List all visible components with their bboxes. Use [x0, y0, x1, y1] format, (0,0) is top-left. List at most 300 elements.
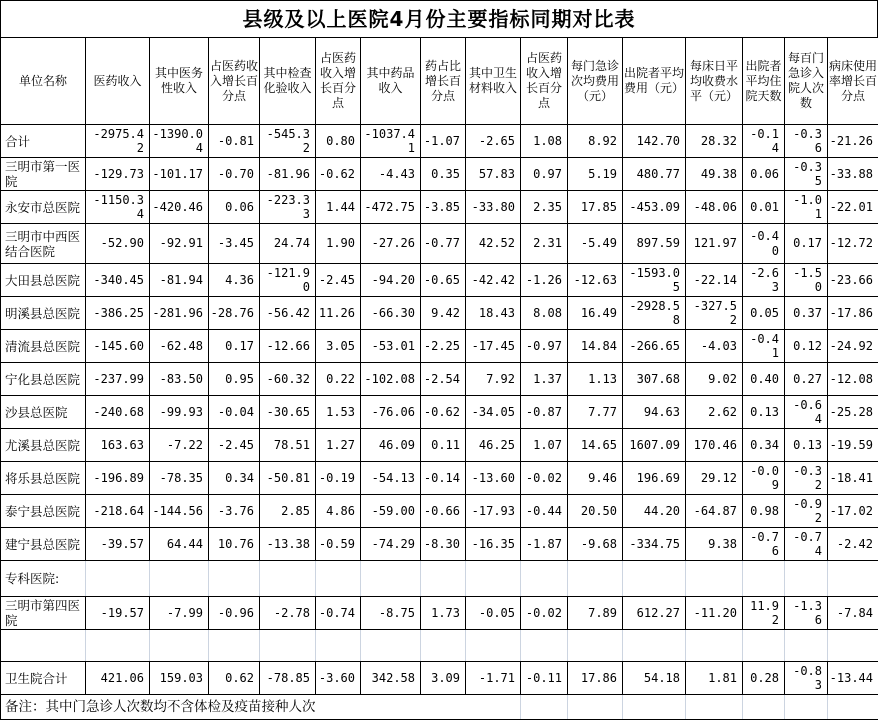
value-cell: 0.98: [743, 495, 785, 528]
value-cell: -386.25: [86, 297, 150, 330]
value-cell: -0.74: [785, 528, 828, 561]
value-cell: -0.36: [785, 125, 828, 158]
value-cell: 94.63: [623, 396, 686, 429]
value-cell: -327.52: [686, 297, 743, 330]
value-cell: 9.42: [421, 297, 466, 330]
value-cell: [521, 561, 568, 597]
value-cell: -0.35: [785, 158, 828, 191]
value-cell: 24.74: [260, 224, 316, 264]
value-cell: 49.38: [686, 158, 743, 191]
table-row: [1, 630, 878, 662]
value-cell: [785, 561, 828, 597]
table-row: [1, 363, 878, 396]
column-header: 占医药收入增长百分点: [316, 38, 361, 125]
value-cell: [209, 630, 260, 662]
row-label: 清流县总医院: [1, 330, 86, 363]
value-cell: -223.33: [260, 191, 316, 224]
value-cell: [623, 561, 686, 597]
value-cell: -0.87: [521, 396, 568, 429]
value-cell: -21.26: [828, 125, 878, 158]
value-cell: -1150.34: [86, 191, 150, 224]
table-row: [1, 528, 878, 561]
value-cell: -0.70: [209, 158, 260, 191]
value-cell: -102.08: [361, 363, 421, 396]
value-cell: -8.75: [361, 597, 421, 630]
value-cell: [828, 561, 878, 597]
value-cell: -2975.42: [86, 125, 150, 158]
row-label: 宁化县总医院: [1, 363, 86, 396]
value-cell: -2.45: [316, 264, 361, 297]
value-cell: -17.02: [828, 495, 878, 528]
value-cell: -1.01: [785, 191, 828, 224]
column-header: 占医药收入增长百分点: [209, 38, 260, 125]
value-cell: -0.74: [316, 597, 361, 630]
value-cell: -2.63: [743, 264, 785, 297]
value-cell: 0.13: [743, 396, 785, 429]
value-cell: -17.45: [466, 330, 521, 363]
value-cell: [421, 630, 466, 662]
value-cell: -1037.41: [361, 125, 421, 158]
column-header: 每门急诊次均费用（元）: [568, 38, 623, 125]
value-cell: 480.77: [623, 158, 686, 191]
value-cell: -25.28: [828, 396, 878, 429]
value-cell: [260, 561, 316, 597]
value-cell: 1.81: [686, 662, 743, 695]
value-cell: -281.96: [150, 297, 209, 330]
value-cell: 64.44: [150, 528, 209, 561]
value-cell: -1.50: [785, 264, 828, 297]
column-header: 其中医务性收入: [150, 38, 209, 125]
row-label: 明溪县总医院: [1, 297, 86, 330]
value-cell: -64.87: [686, 495, 743, 528]
value-cell: [86, 561, 150, 597]
value-cell: [568, 630, 623, 662]
value-cell: [421, 561, 466, 597]
value-cell: 307.68: [623, 363, 686, 396]
value-cell: -0.32: [785, 462, 828, 495]
column-header: 每百门急诊入院人次数: [785, 38, 828, 125]
value-cell: 0.12: [785, 330, 828, 363]
value-cell: -62.48: [150, 330, 209, 363]
table-row: [1, 495, 878, 528]
value-cell: -3.45: [209, 224, 260, 264]
value-cell: 342.58: [361, 662, 421, 695]
value-cell: -0.81: [209, 125, 260, 158]
value-cell: -48.06: [686, 191, 743, 224]
value-cell: 0.80: [316, 125, 361, 158]
value-cell: -0.05: [466, 597, 521, 630]
value-cell: [361, 630, 421, 662]
column-header: 其中检查化验收入: [260, 38, 316, 125]
table-row: [1, 125, 878, 158]
value-cell: -7.99: [150, 597, 209, 630]
value-cell: -42.42: [466, 264, 521, 297]
value-cell: 4.86: [316, 495, 361, 528]
value-cell: -12.66: [260, 330, 316, 363]
hospital-indicator-table: [0, 37, 878, 720]
value-cell: -52.90: [86, 224, 150, 264]
value-cell: 9.02: [686, 363, 743, 396]
value-cell: [521, 630, 568, 662]
value-cell: -74.29: [361, 528, 421, 561]
value-cell: 0.34: [743, 429, 785, 462]
value-cell: 16.49: [568, 297, 623, 330]
value-cell: 159.03: [150, 662, 209, 695]
value-cell: -17.93: [466, 495, 521, 528]
value-cell: -7.22: [150, 429, 209, 462]
value-cell: 0.35: [421, 158, 466, 191]
value-cell: -50.81: [260, 462, 316, 495]
value-cell: 0.06: [209, 191, 260, 224]
value-cell: -54.13: [361, 462, 421, 495]
value-cell: -76.06: [361, 396, 421, 429]
value-cell: -60.32: [260, 363, 316, 396]
row-label: 建宁县总医院: [1, 528, 86, 561]
value-cell: 1.53: [316, 396, 361, 429]
value-cell: -0.62: [316, 158, 361, 191]
value-cell: 2.31: [521, 224, 568, 264]
value-cell: 9.38: [686, 528, 743, 561]
value-cell: -3.85: [421, 191, 466, 224]
value-cell: -2.54: [421, 363, 466, 396]
footnote-row: [1, 695, 878, 720]
table-row: [1, 264, 878, 297]
empty-cell: [743, 695, 785, 720]
value-cell: 2.35: [521, 191, 568, 224]
value-cell: 9.46: [568, 462, 623, 495]
value-cell: 8.92: [568, 125, 623, 158]
table-row: [1, 191, 878, 224]
value-cell: -1.71: [466, 662, 521, 695]
value-cell: -0.09: [743, 462, 785, 495]
value-cell: -99.93: [150, 396, 209, 429]
value-cell: -0.77: [421, 224, 466, 264]
value-cell: -53.01: [361, 330, 421, 363]
value-cell: 163.63: [86, 429, 150, 462]
value-cell: 0.13: [785, 429, 828, 462]
value-cell: 57.83: [466, 158, 521, 191]
value-cell: 1.44: [316, 191, 361, 224]
column-header: 其中卫生材料收入: [466, 38, 521, 125]
row-label: [1, 630, 86, 662]
value-cell: 1.13: [568, 363, 623, 396]
value-cell: 4.36: [209, 264, 260, 297]
value-cell: -12.63: [568, 264, 623, 297]
value-cell: 7.89: [568, 597, 623, 630]
value-cell: -0.97: [521, 330, 568, 363]
value-cell: [150, 630, 209, 662]
row-label: 合计: [1, 125, 86, 158]
value-cell: -0.19: [316, 462, 361, 495]
table-row: [1, 429, 878, 462]
value-cell: -196.89: [86, 462, 150, 495]
value-cell: -66.30: [361, 297, 421, 330]
value-cell: 897.59: [623, 224, 686, 264]
value-cell: 46.09: [361, 429, 421, 462]
value-cell: -59.00: [361, 495, 421, 528]
page-title: 县级及以上医院4月份主要指标同期对比表: [0, 0, 878, 37]
value-cell: -3.60: [316, 662, 361, 695]
value-cell: -121.90: [260, 264, 316, 297]
value-cell: 54.18: [623, 662, 686, 695]
value-cell: 0.01: [743, 191, 785, 224]
value-cell: 2.62: [686, 396, 743, 429]
value-cell: 0.37: [785, 297, 828, 330]
value-cell: 0.97: [521, 158, 568, 191]
value-cell: -17.86: [828, 297, 878, 330]
value-cell: -12.08: [828, 363, 878, 396]
value-cell: 17.86: [568, 662, 623, 695]
value-cell: -0.83: [785, 662, 828, 695]
value-cell: -2.25: [421, 330, 466, 363]
value-cell: -23.66: [828, 264, 878, 297]
value-cell: 2.85: [260, 495, 316, 528]
value-cell: -19.59: [828, 429, 878, 462]
value-cell: [260, 630, 316, 662]
value-cell: -22.01: [828, 191, 878, 224]
value-cell: 121.97: [686, 224, 743, 264]
value-cell: -237.99: [86, 363, 150, 396]
row-label: 三明市中西医结合医院: [1, 224, 86, 264]
value-cell: 7.92: [466, 363, 521, 396]
value-cell: -13.44: [828, 662, 878, 695]
value-cell: -92.91: [150, 224, 209, 264]
value-cell: -2.45: [209, 429, 260, 462]
value-cell: -2.42: [828, 528, 878, 561]
value-cell: 11.26: [316, 297, 361, 330]
value-cell: -101.17: [150, 158, 209, 191]
value-cell: -0.96: [209, 597, 260, 630]
empty-cell: [623, 695, 686, 720]
table-row: [1, 330, 878, 363]
value-cell: 612.27: [623, 597, 686, 630]
value-cell: -0.14: [743, 125, 785, 158]
value-cell: [209, 561, 260, 597]
value-cell: -30.65: [260, 396, 316, 429]
value-cell: -78.35: [150, 462, 209, 495]
row-label: 沙县总医院: [1, 396, 86, 429]
value-cell: -472.75: [361, 191, 421, 224]
value-cell: -8.30: [421, 528, 466, 561]
value-cell: 28.32: [686, 125, 743, 158]
value-cell: 10.76: [209, 528, 260, 561]
value-cell: -1390.04: [150, 125, 209, 158]
column-header: 每床日平均收费水平（元）: [686, 38, 743, 125]
value-cell: 0.05: [743, 297, 785, 330]
value-cell: 0.22: [316, 363, 361, 396]
value-cell: -27.26: [361, 224, 421, 264]
value-cell: [316, 630, 361, 662]
value-cell: 0.17: [209, 330, 260, 363]
value-cell: 11.92: [743, 597, 785, 630]
value-cell: [466, 630, 521, 662]
value-cell: 3.05: [316, 330, 361, 363]
value-cell: -94.20: [361, 264, 421, 297]
table-row: [1, 297, 878, 330]
header-row: [1, 38, 878, 125]
value-cell: [86, 630, 150, 662]
value-cell: -3.76: [209, 495, 260, 528]
value-cell: 44.20: [623, 495, 686, 528]
value-cell: -33.80: [466, 191, 521, 224]
value-cell: 29.12: [686, 462, 743, 495]
value-cell: 0.28: [743, 662, 785, 695]
value-cell: -0.59: [316, 528, 361, 561]
value-cell: -81.96: [260, 158, 316, 191]
value-cell: [828, 630, 878, 662]
value-cell: -453.09: [623, 191, 686, 224]
value-cell: 0.34: [209, 462, 260, 495]
value-cell: -78.85: [260, 662, 316, 695]
value-cell: [686, 630, 743, 662]
value-cell: 1.73: [421, 597, 466, 630]
column-header: 病床使用率增长百分点: [828, 38, 878, 125]
empty-cell: [828, 695, 878, 720]
value-cell: -12.72: [828, 224, 878, 264]
row-label: 尤溪县总医院: [1, 429, 86, 462]
row-label: 永安市总医院: [1, 191, 86, 224]
column-header: 出院者平均费用（元）: [623, 38, 686, 125]
value-cell: [316, 561, 361, 597]
value-cell: 14.65: [568, 429, 623, 462]
value-cell: -56.42: [260, 297, 316, 330]
row-label: 三明市第一医院: [1, 158, 86, 191]
value-cell: -0.66: [421, 495, 466, 528]
row-label: 卫生院合计: [1, 662, 86, 695]
value-cell: 0.27: [785, 363, 828, 396]
value-cell: [568, 561, 623, 597]
row-label: 将乐县总医院: [1, 462, 86, 495]
table-row: [1, 561, 878, 597]
value-cell: -144.56: [150, 495, 209, 528]
value-cell: -24.92: [828, 330, 878, 363]
column-header: 单位名称: [1, 38, 86, 125]
value-cell: -11.20: [686, 597, 743, 630]
empty-cell: [785, 695, 828, 720]
value-cell: [743, 630, 785, 662]
value-cell: 1.90: [316, 224, 361, 264]
value-cell: 1.08: [521, 125, 568, 158]
value-cell: -33.88: [828, 158, 878, 191]
value-cell: 3.09: [421, 662, 466, 695]
value-cell: 0.40: [743, 363, 785, 396]
value-cell: 42.52: [466, 224, 521, 264]
value-cell: [785, 630, 828, 662]
value-cell: 0.06: [743, 158, 785, 191]
value-cell: -266.65: [623, 330, 686, 363]
value-cell: -0.40: [743, 224, 785, 264]
value-cell: 5.19: [568, 158, 623, 191]
value-cell: -0.76: [743, 528, 785, 561]
value-cell: -0.65: [421, 264, 466, 297]
empty-cell: [568, 695, 623, 720]
value-cell: -16.35: [466, 528, 521, 561]
value-cell: [623, 630, 686, 662]
table-row: [1, 396, 878, 429]
value-cell: -1.26: [521, 264, 568, 297]
value-cell: 20.50: [568, 495, 623, 528]
value-cell: -0.02: [521, 597, 568, 630]
column-header: 出院者平均住院天数: [743, 38, 785, 125]
value-cell: -4.03: [686, 330, 743, 363]
value-cell: -13.38: [260, 528, 316, 561]
value-cell: 8.08: [521, 297, 568, 330]
table-row: [1, 597, 878, 630]
value-cell: 17.85: [568, 191, 623, 224]
value-cell: 196.69: [623, 462, 686, 495]
table-row: [1, 662, 878, 695]
value-cell: [150, 561, 209, 597]
value-cell: 0.11: [421, 429, 466, 462]
value-cell: -334.75: [623, 528, 686, 561]
value-cell: -1.07: [421, 125, 466, 158]
value-cell: -2.65: [466, 125, 521, 158]
value-cell: 1.37: [521, 363, 568, 396]
value-cell: -5.49: [568, 224, 623, 264]
value-cell: 0.95: [209, 363, 260, 396]
value-cell: -39.57: [86, 528, 150, 561]
footnote-text: 备注：其中门急诊人次数均不含体检及疫苗接种人次: [1, 695, 521, 720]
value-cell: -1.87: [521, 528, 568, 561]
value-cell: -0.41: [743, 330, 785, 363]
value-cell: -240.68: [86, 396, 150, 429]
value-cell: -0.02: [521, 462, 568, 495]
value-cell: 78.51: [260, 429, 316, 462]
value-cell: -2.78: [260, 597, 316, 630]
value-cell: -0.62: [421, 396, 466, 429]
empty-cell: [686, 695, 743, 720]
value-cell: 1.27: [316, 429, 361, 462]
row-label: 大田县总医院: [1, 264, 86, 297]
value-cell: -2928.58: [623, 297, 686, 330]
value-cell: -0.92: [785, 495, 828, 528]
value-cell: -13.60: [466, 462, 521, 495]
table-row: [1, 224, 878, 264]
value-cell: -420.46: [150, 191, 209, 224]
value-cell: [361, 561, 421, 597]
value-cell: -218.64: [86, 495, 150, 528]
column-header: 药占比增长百分点: [421, 38, 466, 125]
value-cell: -0.44: [521, 495, 568, 528]
value-cell: 1607.09: [623, 429, 686, 462]
value-cell: -4.43: [361, 158, 421, 191]
value-cell: -19.57: [86, 597, 150, 630]
value-cell: -81.94: [150, 264, 209, 297]
value-cell: -34.05: [466, 396, 521, 429]
column-header: 其中药品收入: [361, 38, 421, 125]
value-cell: [743, 561, 785, 597]
value-cell: -18.41: [828, 462, 878, 495]
value-cell: 7.77: [568, 396, 623, 429]
value-cell: -0.04: [209, 396, 260, 429]
value-cell: -545.32: [260, 125, 316, 158]
value-cell: -340.45: [86, 264, 150, 297]
value-cell: 0.17: [785, 224, 828, 264]
value-cell: -1.36: [785, 597, 828, 630]
value-cell: 14.84: [568, 330, 623, 363]
value-cell: -28.76: [209, 297, 260, 330]
value-cell: 0.62: [209, 662, 260, 695]
value-cell: -9.68: [568, 528, 623, 561]
value-cell: -0.64: [785, 396, 828, 429]
table-row: [1, 158, 878, 191]
value-cell: -7.84: [828, 597, 878, 630]
value-cell: 421.06: [86, 662, 150, 695]
value-cell: -22.14: [686, 264, 743, 297]
column-header: 医药收入: [86, 38, 150, 125]
value-cell: [466, 561, 521, 597]
value-cell: -83.50: [150, 363, 209, 396]
